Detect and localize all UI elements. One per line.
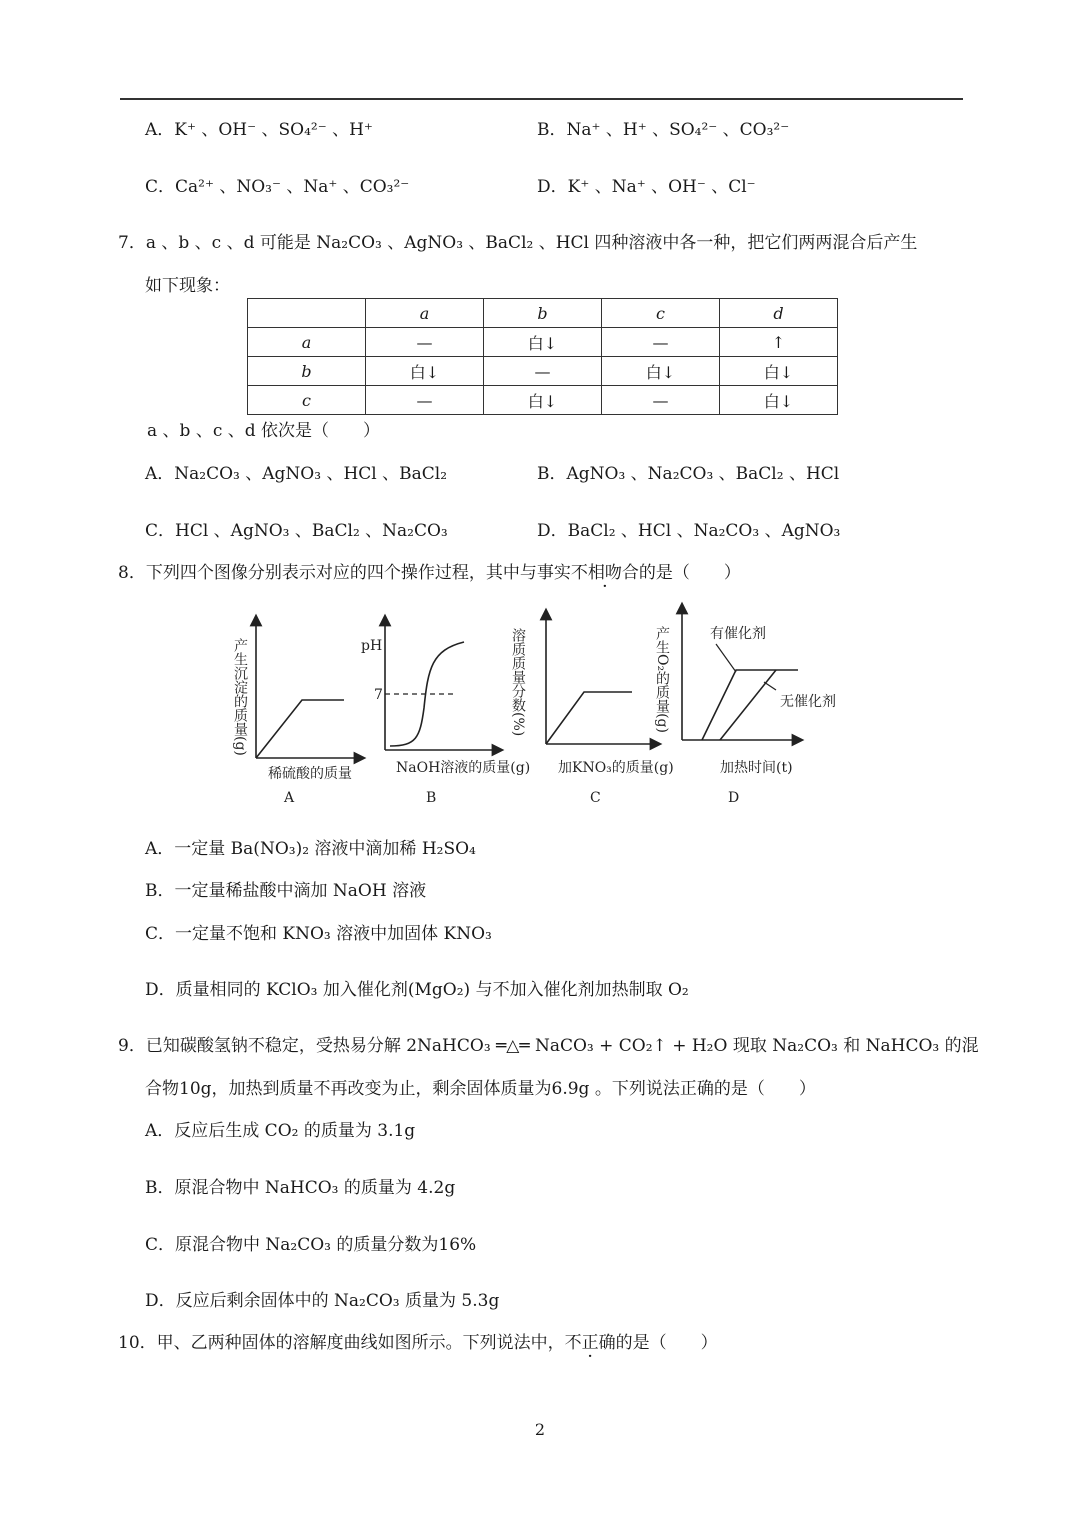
- graph-a-tag: A: [284, 790, 295, 806]
- q7-ask: a 、b 、c 、d 依次是（ ）: [147, 421, 381, 441]
- q6-option-c: C．Ca²⁺ 、NO₃⁻ 、Na⁺ 、CO₃²⁻: [145, 177, 410, 197]
- page-number: 2: [534, 1420, 546, 1439]
- q7-stem-line1: 7．a 、b 、c 、d 可能是 Na₂CO₃ 、AgNO₃ 、BaCl₂ 、HCl 四种溶液中各一种，把它们两两混合后产生: [118, 233, 918, 253]
- q10-stem-text-end: 的是（ ）: [615, 1333, 718, 1353]
- table-row: [248, 386, 838, 415]
- graph-d-xlabel: 加热时间(t): [720, 760, 793, 776]
- table-header-c: c: [602, 299, 720, 328]
- q8-option-c: C．一定量不饱和 KNO₃ 溶液中加固体 KNO₃: [145, 924, 492, 944]
- graph-b-tick: 7: [374, 687, 383, 703]
- q7-reaction-table: [247, 298, 838, 415]
- q8-stem-emphasis: 不相吻合: [570, 563, 639, 583]
- graph-b-ylabel: pH: [361, 638, 383, 654]
- graph-a-ylabel: 产生沉淀的质量(g): [232, 638, 248, 756]
- table-row: [248, 357, 838, 386]
- q8-graphs: [220, 598, 840, 813]
- graph-a-xlabel: 稀硫酸的质量: [268, 766, 352, 782]
- graph-d-curve-no-catalyst: [720, 670, 776, 740]
- table-header-d: d: [720, 299, 838, 328]
- table-header-b: b: [484, 299, 602, 328]
- q8-option-b: B．一定量稀盐酸中滴加 NaOH 溶液: [145, 881, 427, 901]
- table-cell: 白↓: [602, 357, 720, 386]
- q6-option-a: A．K⁺ 、OH⁻ 、SO₄²⁻ 、H⁺: [145, 120, 373, 140]
- q9-option-a: A．反应后生成 CO₂ 的质量为 3.1g: [145, 1121, 416, 1141]
- graph-d-tag: D: [728, 790, 740, 806]
- q10-stem: [118, 1331, 718, 1355]
- q7-option-d: D．BaCl₂ 、HCl 、Na₂CO₃ 、AgNO₃: [537, 521, 841, 541]
- graph-b-tag: B: [426, 790, 437, 806]
- table-row: [248, 299, 838, 328]
- graph-d-ylabel: 产生O₂的质量(g): [654, 626, 670, 733]
- graph-c-curve: [546, 692, 632, 744]
- q6-option-b: B．Na⁺ 、H⁺ 、SO₄²⁻ 、CO₃²⁻: [537, 120, 790, 140]
- graph-c-ylabel: 溶质质量分数(%): [510, 628, 526, 737]
- table-row-label: a: [248, 328, 366, 357]
- table-row-label: b: [248, 357, 366, 386]
- header-rule: [120, 98, 963, 100]
- q8-stem: [118, 561, 741, 585]
- graph-b-xlabel: NaOH溶液的质量(g): [396, 760, 531, 776]
- graph-b: [361, 620, 530, 806]
- table-cell: 白↓: [720, 386, 838, 415]
- q9-option-d: D．反应后剩余固体中的 Na₂CO₃ 质量为 5.3g: [145, 1291, 500, 1311]
- q10-stem-emphasis: 不正确: [564, 1333, 616, 1353]
- graph-c: [510, 614, 674, 806]
- table-cell: 白↓: [366, 357, 484, 386]
- table-row-label: c: [248, 386, 366, 415]
- q9-option-b: B．原混合物中 NaHCO₃ 的质量为 4.2g: [145, 1178, 456, 1198]
- table-cell: —: [366, 386, 484, 415]
- q9-stem-line2: 合物10g，加热到质量不再改变为止，剩余固体质量为6.9g 。下列说法正确的是（ ）: [145, 1079, 816, 1099]
- graph-a-curve: [256, 700, 344, 758]
- graph-d-series-no-catalyst: 无催化剂: [780, 694, 836, 710]
- graph-d-series-catalyst: 有催化剂: [710, 626, 766, 642]
- q8-option-a: A．一定量 Ba(NO₃)₂ 溶液中滴加稀 H₂SO₄: [145, 839, 476, 859]
- q6-option-d: D．K⁺ 、Na⁺ 、OH⁻ 、Cl⁻: [537, 177, 756, 197]
- table-header-a: a: [366, 299, 484, 328]
- table-row: [248, 328, 838, 357]
- q7-option-a: A．Na₂CO₃ 、AgNO₃ 、HCl 、BaCl₂: [145, 464, 448, 484]
- q7-option-b: B．AgNO₃ 、Na₂CO₃ 、BaCl₂ 、HCl: [537, 464, 840, 484]
- q8-option-d: D．质量相同的 KClO₃ 加入催化剂(MgO₂) 与不加入催化剂加热制取 O₂: [145, 980, 689, 1000]
- q7-stem-line2: 如下现象：: [145, 276, 230, 296]
- table-cell: —: [602, 328, 720, 357]
- table-cell: —: [602, 386, 720, 415]
- q9-option-c: C．原混合物中 Na₂CO₃ 的质量分数为16%: [145, 1235, 477, 1255]
- q9-stem-line1: 9．已知碳酸氢钠不稳定，受热易分解 2NaHCO₃ ═△═ NaCO₃ + CO₂↑ + H₂O 现取 Na₂CO₃ 和 NaHCO₃ 的混: [118, 1036, 979, 1056]
- table-cell: 白↓: [484, 386, 602, 415]
- table-cell: ↑: [720, 328, 838, 357]
- graph-c-xlabel: 加KNO₃的质量(g): [558, 760, 674, 776]
- graph-a: [232, 620, 360, 806]
- table-cell: 白↓: [484, 328, 602, 357]
- q8-stem-text-end: 的是（ ）: [638, 563, 741, 583]
- table-cell: —: [366, 328, 484, 357]
- table-cell: —: [484, 357, 602, 386]
- q7-option-c: C．HCl 、AgNO₃ 、BaCl₂ 、Na₂CO₃: [145, 521, 448, 541]
- q8-stem-text: 8．下列四个图像分别表示对应的四个操作过程，其中与事实: [118, 563, 571, 583]
- table-cell: 白↓: [720, 357, 838, 386]
- graph-c-tag: C: [590, 790, 601, 806]
- graph-d: [654, 608, 836, 806]
- table-cell: [248, 299, 366, 328]
- q10-stem-text: 10．甲、乙两种固体的溶解度曲线如图所示。下列说法中，: [118, 1333, 565, 1353]
